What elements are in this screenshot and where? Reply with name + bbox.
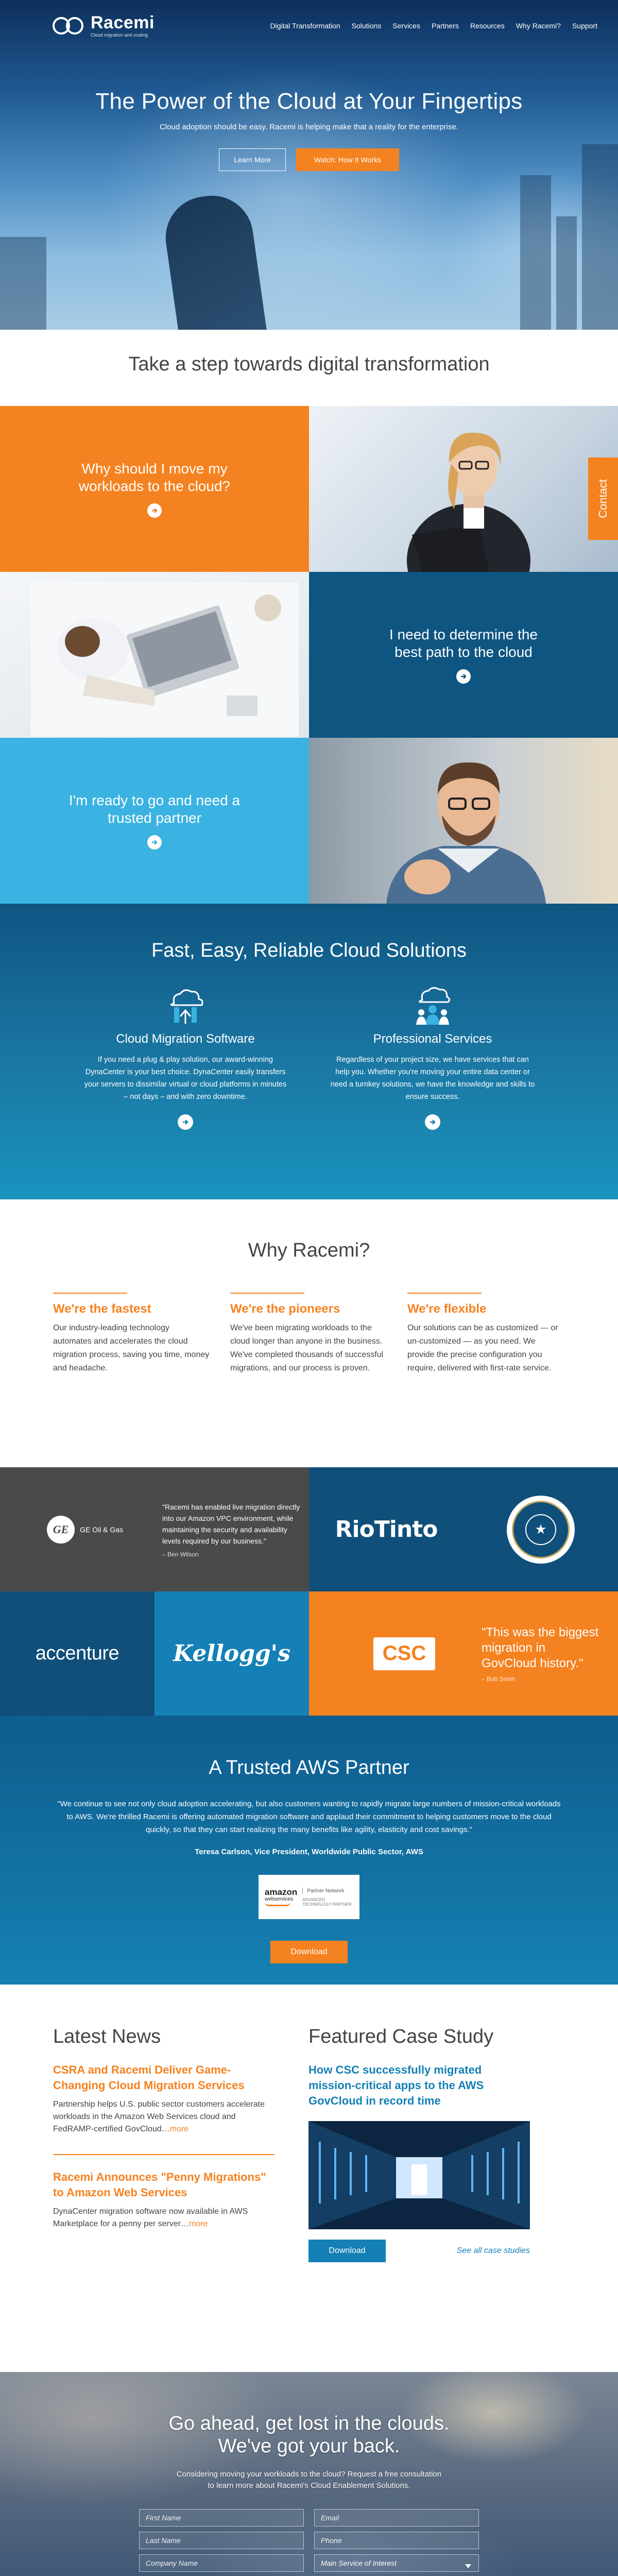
arrow-right-icon[interactable]: [147, 503, 162, 518]
nav-item-solutions[interactable]: Solutions: [351, 22, 382, 30]
case-study-download-button[interactable]: Download: [308, 2240, 386, 2262]
nav-item-digital-transformation[interactable]: Digital Transformation: [270, 22, 340, 30]
why-flexible: [407, 1293, 564, 1375]
persona-grid: [0, 406, 618, 904]
aws-quote: "We continue to see not only cloud adoption accelerating, but also customers wanting to rapidly migrate large numbers of mission-critical workloads to AWS. We're thrilled Racemi is offering automated migration software and applaud their commitment to helping customers move to the cloud quickly, so that they can start realizing the many benefits like agility, elasticity and cost savings.": [57, 1800, 561, 1834]
news-item-title[interactable]: CSRA and Racemi Deliver Game-Changing Cloud Migration Services: [53, 2063, 245, 2092]
aws-partner-section: [0, 1716, 618, 1985]
main-nav: [0, 0, 618, 52]
form-heading-line2: We've got your back.: [218, 2435, 400, 2457]
arrow-right-icon[interactable]: [425, 1114, 440, 1130]
step-section: [0, 330, 618, 406]
company-name-field[interactable]: [139, 2554, 304, 2572]
riotinto-logo: RioTinto: [335, 1516, 438, 1543]
riotinto-cell: [309, 1467, 464, 1591]
why-fastest: [53, 1293, 210, 1375]
divider: [407, 1293, 482, 1294]
case-study-heading: Featured Case Study: [308, 2026, 494, 2047]
skyline-building: [556, 216, 577, 330]
hero-section: [0, 0, 618, 330]
amazon-smile-icon: [265, 1902, 290, 1906]
news-item-text: Partnership helps U.S. public sector customers accelerate workloads in the Amazon Web Services cloud and FedRAMP-certified GovCloud…: [53, 2100, 265, 2133]
nav-item-support[interactable]: Support: [572, 22, 597, 30]
featured-case-study: [308, 2026, 530, 2262]
why-fastest-title: We're the fastest: [53, 1302, 151, 1316]
tile-best-path-text: I need to determine the best path to the cloud: [389, 626, 538, 660]
chevron-down-icon: [465, 2562, 471, 2570]
nav-item-resources[interactable]: Resources: [470, 22, 505, 30]
contact-form: [139, 2509, 479, 2572]
contact-tab-label: Contact: [596, 479, 610, 518]
professional-services-icon: [412, 985, 453, 1026]
nav-item-why-racemi[interactable]: Why Racemi?: [516, 22, 561, 30]
why-heading: Why Racemi?: [248, 1240, 370, 1261]
ge-author: – Ben Wilson: [162, 1550, 199, 1558]
why-pioneers-body: We've been migrating workloads to the cloud longer than anyone in the business. We've completed thousands of successful migrations, and our process is proven.: [230, 1324, 384, 1372]
hand-silhouette: [160, 191, 267, 330]
ge-testimonial: [0, 1467, 309, 1591]
consultation-form-section: [0, 2372, 618, 2576]
tile-trusted-partner[interactable]: [0, 738, 309, 904]
phone-field[interactable]: [314, 2532, 479, 2549]
service-interest-select[interactable]: [314, 2554, 479, 2572]
csc-logo: [373, 1637, 435, 1670]
step-heading: Take a step towards digital transformation: [128, 353, 490, 375]
client-logos: [0, 1467, 618, 1716]
arrow-right-icon[interactable]: [147, 835, 162, 850]
email-field[interactable]: [314, 2509, 479, 2527]
logo-name: Racemi: [91, 13, 154, 32]
solution-services-body: Regardless of your project size, we have services that can help you. Whether you're moving your entire data center or need a turnkey solutions, we have the knowledge and skills to ensure success.: [330, 1056, 535, 1101]
divider: [53, 1293, 127, 1294]
kelloggs-cell: [154, 1591, 309, 1716]
news-more-link[interactable]: more: [169, 2125, 189, 2133]
hero-title: The Power of the Cloud at Your Fingertips: [95, 89, 523, 114]
photo-smiling-man: [309, 738, 618, 904]
form-subtitle-line2: to learn more about Racemi's Cloud Enablement Solutions.: [208, 2481, 410, 2490]
news-item-text: DynaCenter migration software now available in AWS Marketplace for a penny per server…: [53, 2207, 248, 2228]
tile-trusted-partner-text: I'm ready to go and need a trusted partner: [68, 792, 241, 826]
skyline-building: [520, 175, 551, 330]
aws-badge-tier: ADVANCED TECHNOLOGY PARTNER: [302, 1897, 352, 1907]
solution-professional-services: [330, 985, 536, 1130]
agency-seal-icon: ★: [507, 1496, 575, 1564]
datacenter-image: [308, 2121, 530, 2229]
see-all-case-studies-link[interactable]: See all case studies: [456, 2246, 530, 2255]
csc-testimonial: [309, 1591, 618, 1716]
divider: [230, 1293, 304, 1294]
solution-services-title: Professional Services: [373, 1032, 492, 1046]
solution-migration-body: If you need a plug & play solution, our award-winning DynaCenter is your best choice. DynaCenter easily transfers your servers to dissimilar virtual or cloud platforms in minutes – not days – and with zero downtime.: [84, 1056, 287, 1101]
service-interest-value: Main Service of Interest: [321, 2559, 397, 2567]
form-subtitle-line1: Considering moving your workloads to the cloud? Request a free consultation: [176, 2470, 442, 2479]
logo-icon: [52, 15, 85, 36]
solutions-heading: Fast, Easy, Reliable Cloud Solutions: [151, 940, 467, 961]
aws-badge-ws: webservices: [265, 1896, 294, 1902]
solution-migration-software: [82, 985, 288, 1130]
news-item-title[interactable]: Racemi Announces "Penny Migrations" to Amazon Web Services: [53, 2171, 266, 2199]
why-section: [0, 1199, 618, 1467]
nav-item-partners[interactable]: Partners: [431, 22, 459, 30]
ge-quote: "Racemi has enabled live migration directly into our Amazon VPC environment, while maintaining the security and availability levels required by our business.": [162, 1502, 300, 1545]
form-heading-line1: Go ahead, get lost in the clouds.: [168, 2413, 450, 2434]
why-pioneers-title: We're the pioneers: [230, 1302, 340, 1316]
latest-news: [53, 2026, 274, 2262]
first-name-field[interactable]: [139, 2509, 304, 2527]
skyline-building: [582, 144, 618, 330]
form-heading: [0, 2372, 618, 2458]
hero-subtitle: Cloud adoption should be easy. Racemi is helping make that a reality for the enterprise.: [159, 123, 459, 131]
skyline-building: [0, 237, 46, 330]
tile-best-path[interactable]: [309, 572, 618, 738]
divider: [53, 2154, 274, 2155]
tile-why-move-text: Why should I move my workloads to the cloud?: [78, 461, 231, 494]
agency-seal-cell: [464, 1467, 618, 1591]
solutions-section: [0, 904, 618, 1199]
aws-badge-amazon: amazon: [265, 1887, 298, 1897]
news-item-body: [53, 2098, 274, 2136]
aws-download-button[interactable]: Download: [270, 1941, 348, 1963]
nav-menu: [270, 22, 597, 30]
accenture-logo: accenture: [35, 1642, 119, 1664]
news-section: [0, 1985, 618, 2372]
aws-attribution: Teresa Carlson, Vice President, Worldwide Public Sector, AWS: [195, 1848, 423, 1856]
kelloggs-logo: Kellogg's: [173, 1640, 290, 1667]
contact-tab[interactable]: [588, 457, 618, 540]
aws-badge-pn: Partner Network: [302, 1888, 353, 1894]
ge-label: GE Oil & Gas: [79, 1525, 124, 1534]
tile-why-move[interactable]: [0, 406, 309, 572]
latest-news-heading: Latest News: [53, 2026, 161, 2047]
why-flexible-body: Our solutions can be as customized — or un-customized — as you need. We provide the precise configuration you require, delivered with first-rate service.: [407, 1324, 558, 1372]
why-flexible-title: We're flexible: [407, 1302, 487, 1316]
ge-logo-icon: GE: [47, 1516, 75, 1544]
arrow-right-icon[interactable]: [456, 669, 471, 684]
last-name-field[interactable]: [139, 2532, 304, 2549]
cloud-migration-icon: [165, 985, 206, 1026]
aws-partner-badge: [259, 1875, 359, 1919]
news-item-body: [53, 2206, 274, 2230]
accenture-cell: [0, 1591, 154, 1716]
form-subtitle: [0, 2469, 618, 2492]
nav-item-services[interactable]: Services: [392, 22, 420, 30]
csc-quote: "This was the biggest migration in GovCloud history.": [482, 1625, 599, 1670]
news-more-link[interactable]: more: [189, 2219, 208, 2228]
watch-video-button[interactable]: Watch: How It Works: [296, 148, 399, 171]
logo-tagline: Cloud migration and scaling: [91, 32, 148, 38]
case-study-headline[interactable]: How CSC successfully migrated mission-critical apps to the AWS GovCloud in record time: [308, 2063, 484, 2107]
learn-more-button[interactable]: Learn More: [219, 148, 286, 171]
arrow-right-icon[interactable]: [178, 1114, 193, 1130]
photo-laptop-desk: [0, 572, 309, 738]
why-pioneers: [230, 1293, 387, 1375]
csc-logo-text: CSC: [382, 1642, 426, 1665]
aws-heading: A Trusted AWS Partner: [209, 1757, 409, 1778]
csc-author: – Bob Smith: [482, 1675, 516, 1683]
racemi-logo[interactable]: [52, 14, 154, 38]
solution-migration-title: Cloud Migration Software: [116, 1032, 255, 1046]
photo-businesswoman-tablet: [309, 406, 618, 572]
why-fastest-body: Our industry-leading technology automates and accelerates the cloud migration process, saving you time, money and headache.: [53, 1324, 210, 1372]
